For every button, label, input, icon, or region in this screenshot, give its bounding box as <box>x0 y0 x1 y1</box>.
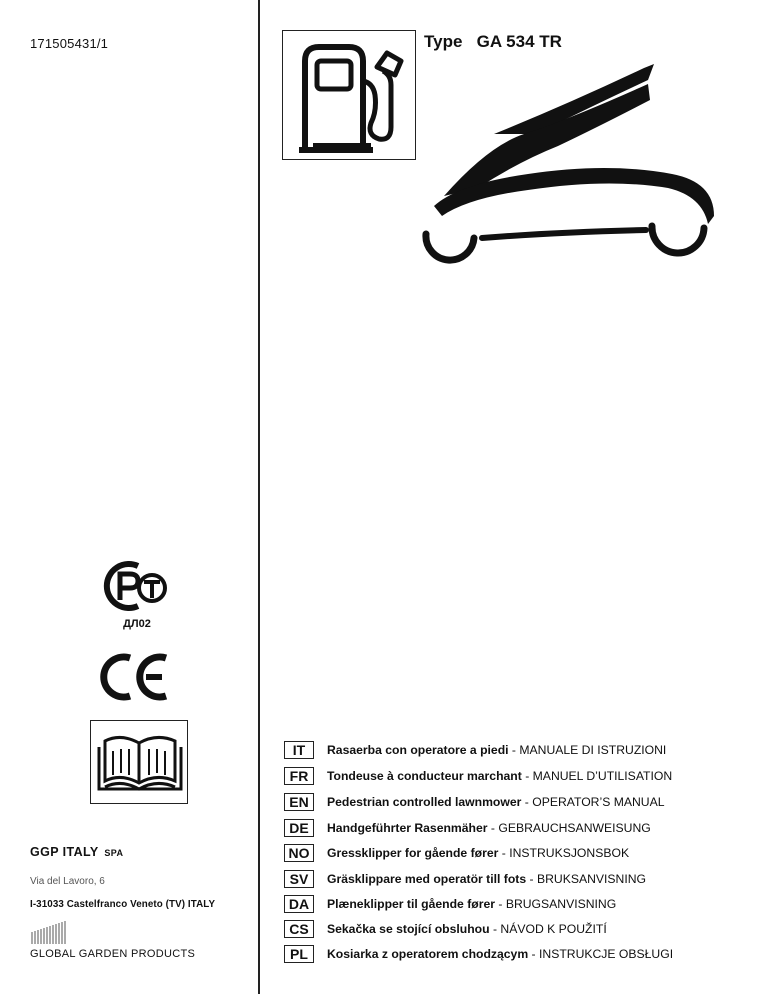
language-code: DE <box>284 819 314 837</box>
type-label: Type <box>424 32 463 51</box>
language-title: Kosiarka z operatorem chodzącym <box>327 947 529 961</box>
lawnmower-icon <box>418 56 738 266</box>
company-suffix: SPA <box>104 848 124 858</box>
language-text: Plæneklipper til gående fører - BRUGSANVISNING <box>327 897 617 911</box>
language-manual: INSTRUKSJONSBOK <box>509 846 630 860</box>
language-title: Gressklipper for gående fører <box>327 846 499 860</box>
language-text: Pedestrian controlled lawnmower - OPERATOR’S MANUAL <box>327 795 665 809</box>
language-row-fr <box>284 766 672 786</box>
ggp-barcode-logo-icon <box>30 920 70 944</box>
language-row-en <box>284 792 665 812</box>
language-row-cs <box>284 919 607 939</box>
language-text: Rasaerba con operatore a piedi - MANUALE DI ISTRUZIONI <box>327 743 667 757</box>
language-manual: OPERATOR’S MANUAL <box>532 795 665 809</box>
language-title: Pedestrian controlled lawnmower <box>327 795 522 809</box>
language-row-it <box>284 740 666 760</box>
language-code: FR <box>284 767 314 785</box>
read-manual-book-icon <box>91 721 189 805</box>
language-manual: MANUALE DI ISTRUZIONI <box>519 743 667 757</box>
language-title: Handgeführter Rasenmäher <box>327 821 488 835</box>
company-city: I-31033 Castelfranco Veneto (TV) ITALY <box>30 899 216 910</box>
gost-r-mark-icon <box>98 560 172 612</box>
language-code: NO <box>284 844 314 862</box>
language-manual: BRUGSANVISNING <box>505 897 617 911</box>
language-text: Handgeführter Rasenmäher - GEBRAUCHSANWEISUNG <box>327 821 651 835</box>
fuel-pump-icon <box>283 31 417 161</box>
brand-name: GLOBAL GARDEN PRODUCTS <box>30 948 196 960</box>
language-text: Sekačka se stojící obsluhou - NÁVOD K POUŽITÍ <box>327 922 607 936</box>
language-manual: INSTRUKCJE OBSŁUGI <box>539 947 674 961</box>
language-title: Sekačka se stojící obsluhou <box>327 922 490 936</box>
language-text: Tondeuse à conducteur marchant - MANUEL D’UTILISATION <box>327 769 673 783</box>
language-code: CS <box>284 920 314 938</box>
language-code: EN <box>284 793 314 811</box>
language-row-da <box>284 894 616 914</box>
model-type <box>424 32 562 52</box>
manual-box <box>90 720 188 804</box>
language-manual: MANUEL D’UTILISATION <box>532 769 673 783</box>
language-title: Plæneklipper til gående fører <box>327 897 495 911</box>
language-text: Gräsklippare med operatör till fots - BRUKSANVISNING <box>327 872 647 886</box>
gost-code: ДЛ02 <box>123 618 151 630</box>
language-text: Kosiarka z operatorem chodzącym - INSTRUKCJE OBSŁUGI <box>327 947 674 961</box>
language-text: Gressklipper for gående fører - INSTRUKSJONSBOK <box>327 846 630 860</box>
language-title: Gräsklippare med operatör till fots <box>327 872 527 886</box>
language-code: DA <box>284 895 314 913</box>
language-row-de <box>284 818 651 838</box>
model-number: GA 534 TR <box>476 32 562 51</box>
language-row-no <box>284 843 629 863</box>
page-divider <box>258 0 260 994</box>
fuel-box <box>282 30 416 160</box>
language-manual: BRUKSANVISNING <box>536 872 647 886</box>
language-manual: NÁVOD K POUŽITÍ <box>500 922 607 936</box>
language-title: Rasaerba con operatore a piedi <box>327 743 509 757</box>
company-name-text: GGP ITALY <box>30 845 99 859</box>
language-row-pl <box>284 944 673 964</box>
language-code: PL <box>284 945 314 963</box>
language-row-sv <box>284 869 646 889</box>
ce-mark-icon <box>98 650 172 702</box>
company-name <box>30 845 123 859</box>
document-number: 171505431/1 <box>30 36 109 51</box>
language-manual: GEBRAUCHSANWEISUNG <box>498 821 651 835</box>
language-code: IT <box>284 741 314 759</box>
language-code: SV <box>284 870 314 888</box>
company-street: Via del Lavoro, 6 <box>30 876 105 887</box>
language-title: Tondeuse à conducteur marchant <box>327 769 522 783</box>
